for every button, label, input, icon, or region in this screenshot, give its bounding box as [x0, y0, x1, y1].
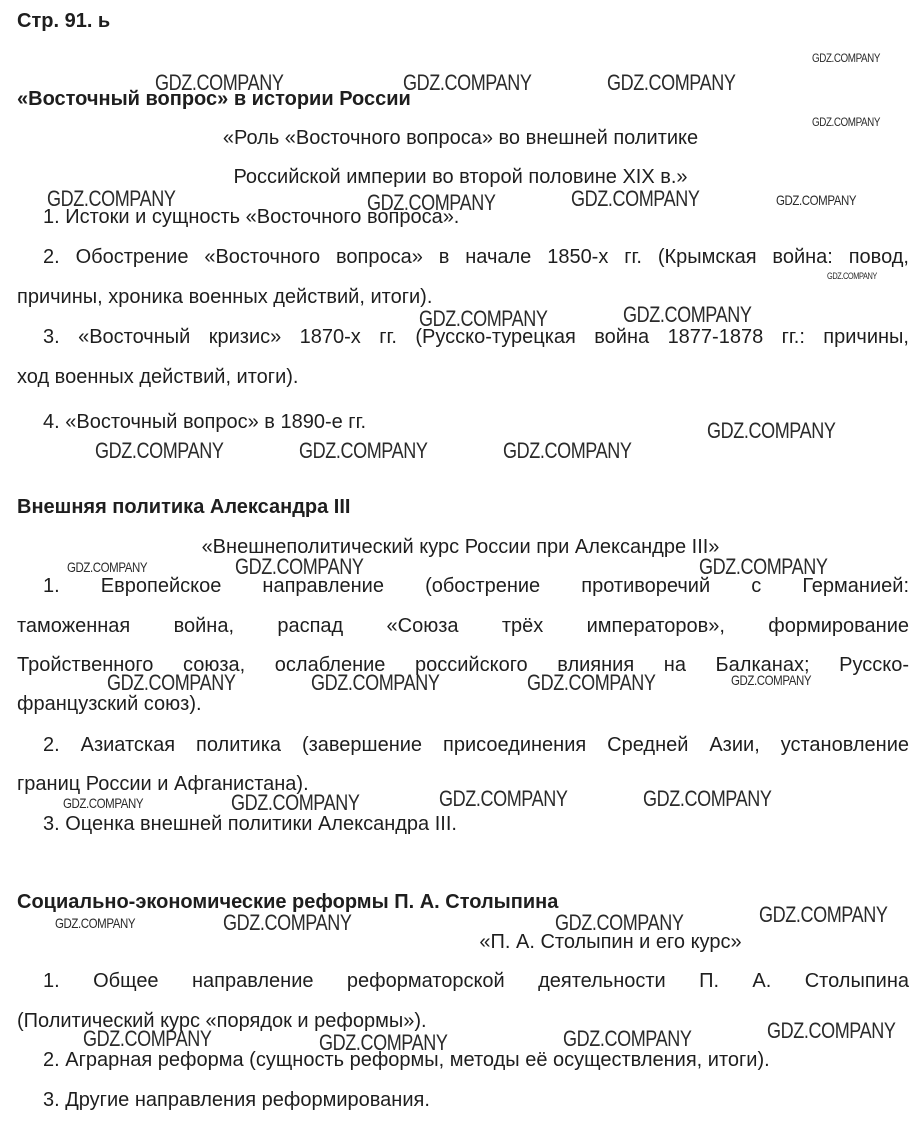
watermark: GDZ.COMPANY	[47, 186, 176, 211]
watermark: GDZ.COMPANY	[95, 438, 224, 463]
list-item: 3. «Восточный кризис» 1870-х гг. (Русско-турецкая война 1877-1878 гг.: причины,	[43, 326, 909, 348]
section-heading-alexander-iii: Внешняя политика Александра III	[17, 496, 351, 518]
page-header: Стр. 91. ь	[17, 10, 111, 32]
list-item: 1. Общее направление реформаторской деятельности П. А. Столыпина	[43, 970, 909, 992]
watermark: GDZ.COMPANY	[767, 1018, 896, 1043]
watermark: GDZ.COMPANY	[155, 70, 284, 95]
watermark: GDZ.COMPANY	[299, 438, 428, 463]
watermark: GDZ.COMPANY	[563, 1026, 692, 1051]
watermark: GDZ.COMPANY	[67, 559, 148, 575]
list-item: (Политический курс «порядок и реформы»).	[17, 1010, 427, 1032]
list-item: 3. Оценка внешней политики Александра III.	[43, 813, 457, 835]
watermark: GDZ.COMPANY	[503, 438, 632, 463]
list-item: таможенная война, распад «Союза трёх императоров», формирование	[17, 615, 909, 637]
watermark: GDZ.COMPANY	[759, 902, 888, 927]
watermark: GDZ.COMPANY	[643, 786, 772, 811]
section-subtitle: «П. А. Столыпин и его курс»	[479, 931, 742, 953]
section-subtitle: Российской империи во второй половине XIX в.»	[233, 166, 688, 188]
list-item: границ России и Афганистана).	[17, 773, 309, 795]
watermark: GDZ.COMPANY	[83, 1026, 212, 1051]
section-subtitle: «Роль «Восточного вопроса» во внешней политике	[222, 127, 699, 149]
list-item: ход военных действий, итоги).	[17, 366, 299, 388]
list-item: 2. Азиатская политика (завершение присоединения Средней Азии, установление	[43, 734, 909, 756]
watermark: GDZ.COMPANY	[623, 302, 752, 327]
list-item: 4. «Восточный вопрос» в 1890-е гг.	[43, 411, 367, 433]
watermark: GDZ.COMPANY	[571, 186, 700, 211]
section-heading-stolypin: Социально-экономические реформы П. А. Столыпина	[17, 891, 559, 913]
section-subtitle: «Внешнеполитический курс России при Александре III»	[201, 536, 720, 558]
watermark: GDZ.COMPANY	[527, 670, 656, 695]
watermark: GDZ.COMPANY	[555, 910, 684, 935]
watermark: GDZ.COMPANY	[776, 192, 857, 208]
watermark: GDZ.COMPANY	[319, 1030, 448, 1055]
watermark: GDZ.COMPANY	[367, 190, 496, 215]
section-heading-eastern-question: «Восточный вопрос» в истории России	[17, 88, 411, 110]
watermark: GDZ.COMPANY	[707, 418, 836, 443]
watermark: GDZ.COMPANY	[63, 795, 144, 811]
list-item: 3. Другие направления реформирования.	[43, 1089, 430, 1111]
list-item: 1. Европейское направление (обострение противоречий с Германией:	[43, 575, 909, 597]
watermark: GDZ.COMPANY	[107, 670, 236, 695]
list-item: Тройственного союза, ослабление российского влияния на Балканах; Русско-	[17, 654, 909, 676]
watermark: GDZ.COMPANY	[403, 70, 532, 95]
list-item: причины, хроника военных действий, итоги).	[17, 286, 433, 308]
watermark: GDZ.COMPANY	[55, 915, 136, 931]
watermark: GDZ.COMPANY	[699, 554, 828, 579]
list-item: 1. Истоки и сущность «Восточного вопроса».	[43, 206, 460, 228]
watermark: GDZ.COMPANY	[812, 51, 881, 65]
watermark: GDZ.COMPANY	[439, 786, 568, 811]
watermark: GDZ.COMPANY	[231, 790, 360, 815]
watermark: GDZ.COMPANY	[419, 306, 548, 331]
watermark: GDZ.COMPANY	[235, 554, 364, 579]
list-item: 2. Аграрная реформа (сущность реформы, методы её осуществления, итоги).	[43, 1049, 770, 1071]
list-item: 2. Обострение «Восточного вопроса» в начале 1850-х гг. (Крымская война: повод,	[43, 246, 909, 268]
watermark: GDZ.COMPANY	[311, 670, 440, 695]
watermark: GDZ.COMPANY	[827, 271, 877, 281]
watermark: GDZ.COMPANY	[223, 910, 352, 935]
watermark: GDZ.COMPANY	[731, 672, 812, 688]
watermark: GDZ.COMPANY	[812, 115, 881, 129]
watermark: GDZ.COMPANY	[607, 70, 736, 95]
list-item: французский союз).	[17, 693, 202, 715]
